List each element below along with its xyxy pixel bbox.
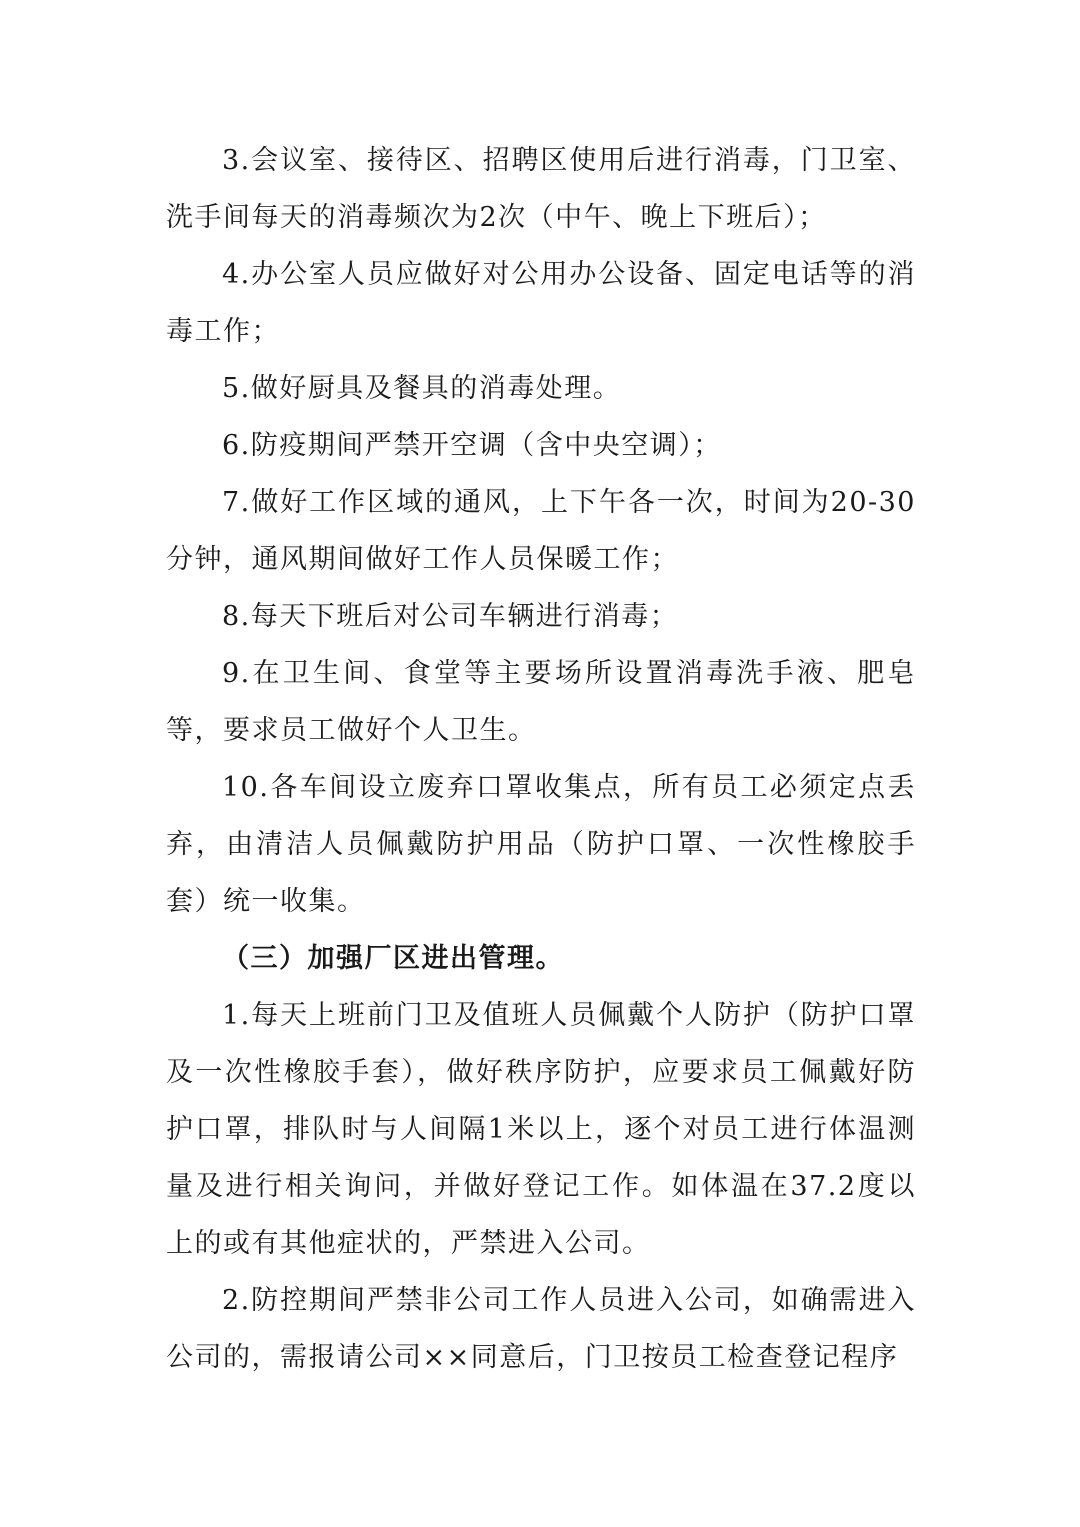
- paragraph-item-3: 3.会议室、接待区、招聘区使用后进行消毒，门卫室、洗手间每天的消毒频次为2次（中午、晚上下班后）；: [166, 145, 916, 233]
- paragraph-item-5: 5.做好厨具及餐具的消毒处理。: [222, 373, 622, 404]
- section-heading: （三）加强厂区进出管理。: [222, 943, 564, 974]
- paragraph-item-8: 8.每天下班后对公司车辆进行消毒；: [222, 601, 679, 632]
- paragraph-item-4: 4.办公室人员应做好对公用办公设备、固定电话等的消毒工作；: [166, 259, 916, 347]
- document-body: [166, 132, 916, 1386]
- paragraph-item-10: 10.各车间设立废弃口罩收集点，所有员工必须定点丢弃，由清洁人员佩戴防护用品（防护口罩、一次性橡胶手套）统一收集。: [166, 772, 916, 917]
- paragraph-item-7: 7.做好工作区域的通风，上下午各一次，时间为20-30分钟，通风期间做好工作人员保暖工作；: [166, 487, 916, 575]
- paragraph-item-6: 6.防疫期间严禁开空调（含中央空调）；: [222, 430, 722, 461]
- section-paragraph-2: 2.防控期间严禁非公司工作人员进入公司，如确需进入公司的，需报请公司××同意后，门卫按员工检查登记程序: [166, 1285, 916, 1373]
- section-paragraph-1: 1.每天上班前门卫及值班人员佩戴个人防护（防护口罩及一次性橡胶手套），做好秩序防护，应要求员工佩戴好防护口罩，排队时与人间隔1米以上，逐个对员工进行体温测量及进行相关询问，并做好登记工作。如体温在37.2度以上的或有其他症状的，严禁进入公司。: [166, 1000, 916, 1259]
- paragraph-item-9: 9.在卫生间、食堂等主要场所设置消毒洗手液、肥皂等，要求员工做好个人卫生。: [166, 658, 916, 746]
